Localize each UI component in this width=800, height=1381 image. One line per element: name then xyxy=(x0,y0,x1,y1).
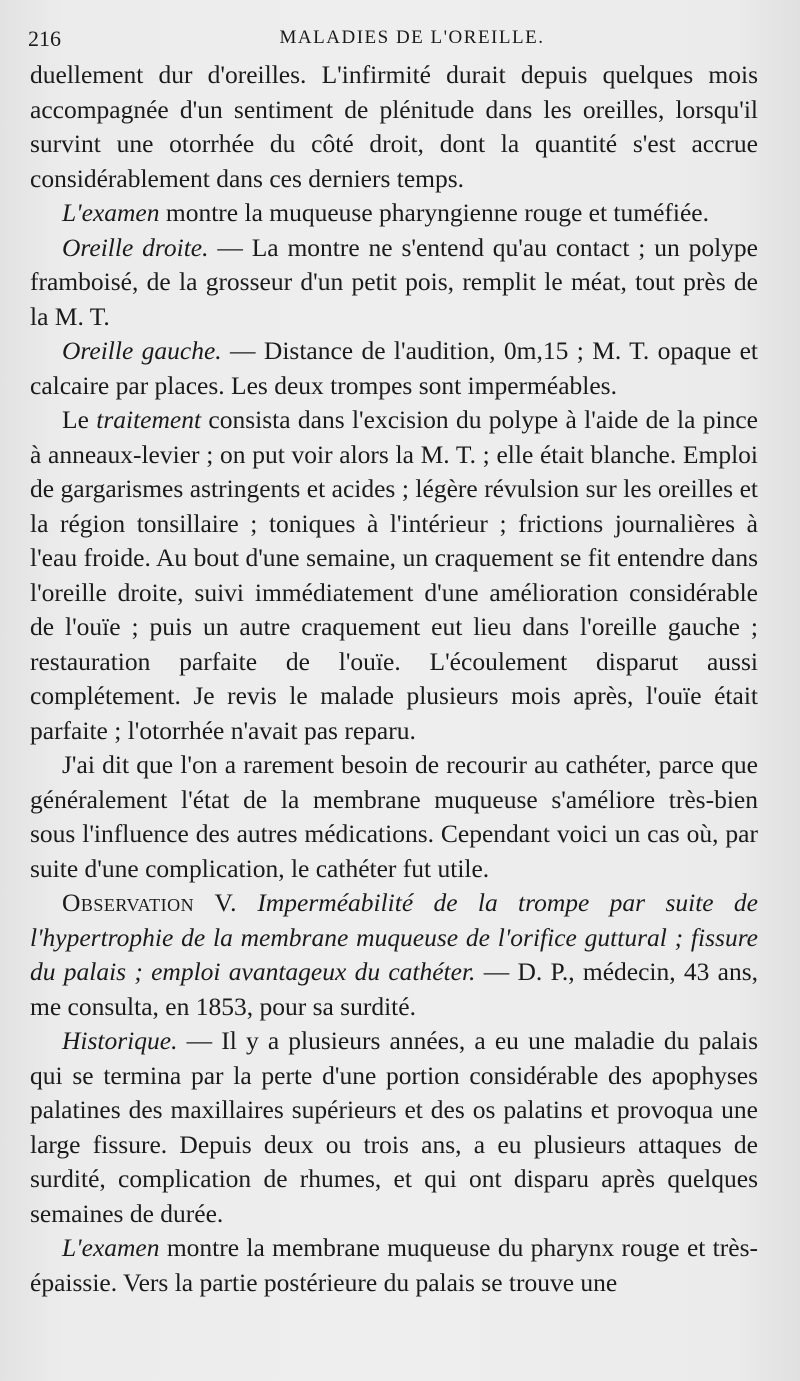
paragraph-text: duellement dur d'oreilles. L'infirmité durait depuis quelques mois accompagnée d'un sentiment de plénitude dans les oreilles, lorsqu'il survint une otorrhée du côté droit, dont la quantité s'est accrue considérablement dans ces derniers temps. xyxy=(30,60,758,193)
paragraph-text: — Distance de l'audition, 0m,15 ; M. T. opaque et calcaire par places. Les deux trompes sont imperméables. xyxy=(30,336,759,400)
paragraph-oreille-gauche xyxy=(30,334,758,403)
paragraph-text: — La montre ne s'entend qu'au contact ; un polype framboisé, de la grosseur d'un petit pois, remplit le méat, tout près de la M. T. xyxy=(30,232,758,331)
italic-lead: Imperméabilité de la trompe par suite de l'hypertrophie de la membrane muqueuse de l'orifice guttural ; fissure du palais ; emploi avantageux du cathéter. xyxy=(30,888,758,986)
paragraph-continuation xyxy=(30,58,758,196)
italic-lead: L'examen xyxy=(62,1233,160,1262)
paragraph-oreille-droite xyxy=(30,231,758,335)
italic-lead: traitement xyxy=(96,405,202,434)
italic-lead: L'examen xyxy=(62,198,160,227)
italic-lead: Oreille gauche. xyxy=(62,336,222,365)
paragraph-text: J'ai dit que l'on a rarement besoin de recourir au cathéter, parce que généralement l'état de la membrane muqueuse s'améliore très-bien sous l'influence des autres médications. Cependant voici un cas où, par suite d'une complication, le cathéter fut utile. xyxy=(30,750,758,883)
italic-lead: Oreille droite. xyxy=(62,232,209,262)
paragraph-examen xyxy=(30,196,758,231)
running-title: MALADIES DE L'OREILLE. xyxy=(279,27,545,48)
paragraph-text: montre la muqueuse pharyngienne rouge et tuméfiée. xyxy=(159,198,709,227)
paragraph-pre: Le xyxy=(62,405,97,434)
page-header xyxy=(28,22,756,56)
paragraph-traitement xyxy=(30,403,758,748)
paragraph-text: montre la membrane muqueuse du pharynx rouge et très-épaissie. Vers la partie postérieure du palais se trouve une xyxy=(30,1233,758,1297)
page-number: 216 xyxy=(28,26,61,51)
paragraph-examen-2 xyxy=(30,1231,758,1300)
paragraph-text: consista dans l'excision du polype à l'aide de la pince à anneaux-levier ; on put voir alors la M. T. ; elle était blanche. Emploi de gargarismes astringents et acides ; légère révulsion sur les oreilles et la région tonsillaire ; toniques à l'intérieur ; frictions journalières à l'eau froide. Au bout d'une semaine, un craquement se fit entendre dans l'oreille droite, suivi immédiatement d'une amélioration considérable de l'ouïe ; puis un autre craquement eut lieu dans l'oreille gauche ; restauration parfaite de l'ouïe. L'écoulement disparut aussi complétement. Je revis le malade plusieurs mois après, l'ouïe était parfaite ; l'otorrhée n'avait pas reparu. xyxy=(30,405,758,745)
paragraph-text: — Il y a plusieurs années, a eu une maladie du palais qui se termina par la perte d'une portion considérable des apophyses palatines des maxillaires supérieurs et des os palatins et provoqua une large fissure. Depuis deux ou trois ans, a eu plusieurs attaques de surdité, complication de rhumes, et qui ont disparu après quelques semaines de durée. xyxy=(30,1026,758,1228)
paragraph-text: — D. P., médecin, 43 ans, me consulta, en 1853, pour sa surdité. xyxy=(30,957,759,1021)
italic-lead: Historique. xyxy=(62,1026,178,1055)
paragraph-historique xyxy=(30,1024,758,1231)
observation-heading: Observation V. xyxy=(62,888,238,917)
paragraph-catheter xyxy=(30,748,758,886)
body-text xyxy=(30,58,758,1300)
paragraph-observation xyxy=(30,886,758,1024)
